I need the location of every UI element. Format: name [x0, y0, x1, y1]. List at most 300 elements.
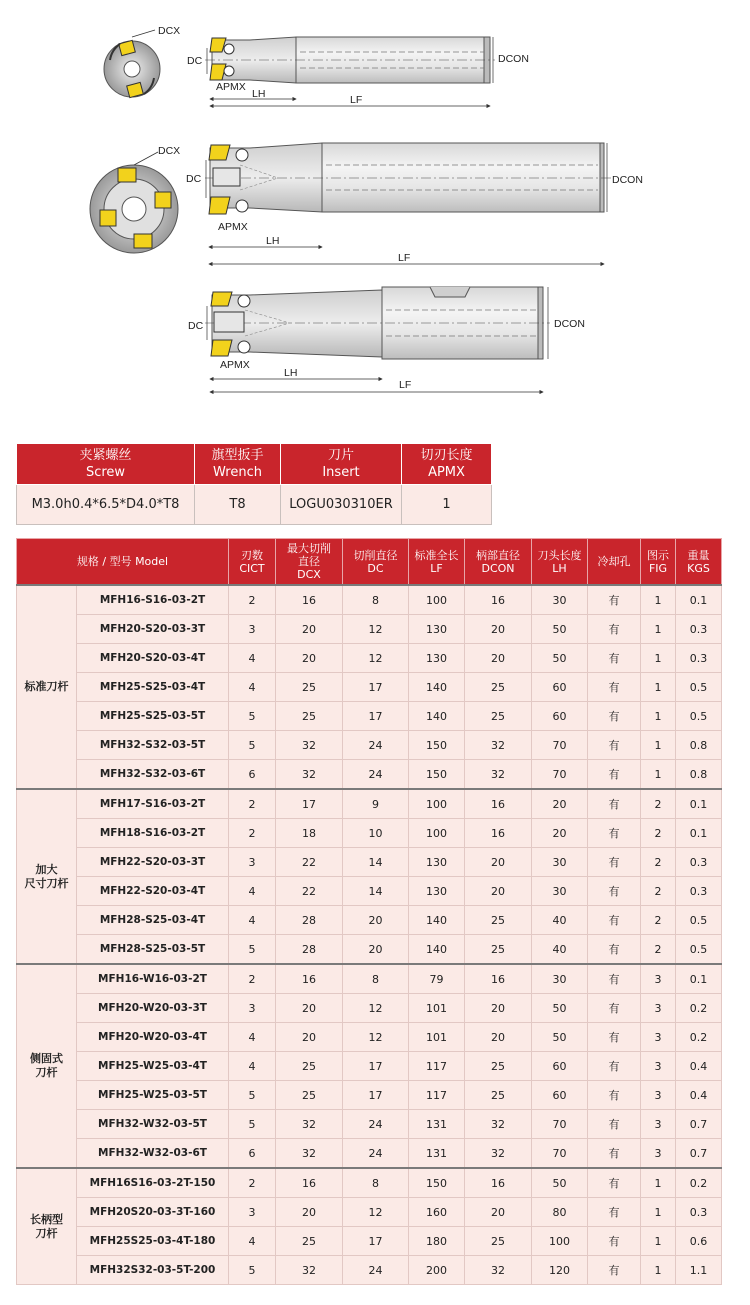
cell-kgs: 0.3	[676, 615, 722, 644]
cell-dc: 17	[343, 1081, 409, 1110]
fig2-side-view	[205, 143, 612, 214]
cell-model: MFH16-S16-03-2T	[77, 585, 229, 615]
fig1-lf-label: LF	[350, 94, 363, 106]
table-row	[17, 1139, 722, 1169]
cell-model: MFH32-W32-03-6T	[77, 1139, 229, 1169]
spec-header-wrench: 旗型扳手 Wrench	[195, 444, 281, 485]
cell-fig: 2	[641, 877, 676, 906]
cell-dc: 24	[343, 731, 409, 760]
cell-lf: 131	[409, 1110, 465, 1139]
fig1-end-view	[104, 30, 160, 98]
cell-fig: 1	[641, 1168, 676, 1198]
cell-fig: 3	[641, 1081, 676, 1110]
cell-cict: 3	[229, 615, 276, 644]
table-row	[17, 731, 722, 760]
cell-cict: 2	[229, 964, 276, 994]
header-cict-line1: 刃数	[241, 548, 263, 562]
cell-cict: 5	[229, 1256, 276, 1285]
cell-dcon: 25	[465, 1227, 532, 1256]
cell-dc: 12	[343, 644, 409, 673]
cell-kgs: 0.5	[676, 673, 722, 702]
table-row	[17, 760, 722, 790]
cell-dcon: 16	[465, 585, 532, 615]
cell-kgs: 0.8	[676, 731, 722, 760]
fig2-end-view	[90, 152, 178, 253]
fig2-lf-label: LF	[398, 252, 411, 264]
cell-kgs: 0.1	[676, 789, 722, 819]
cell-kgs: 0.3	[676, 1198, 722, 1227]
cell-dcon: 25	[465, 935, 532, 965]
cell-lf: 117	[409, 1052, 465, 1081]
cell-model: MFH17-S16-03-2T	[77, 789, 229, 819]
cell-lh: 100	[532, 1227, 588, 1256]
cell-dc: 8	[343, 585, 409, 615]
cell-coolant: 有	[588, 848, 641, 877]
header-cict	[229, 539, 276, 586]
spec-apmx-value: 1	[402, 485, 492, 525]
cell-kgs: 1.1	[676, 1256, 722, 1285]
cell-model: MFH20-W20-03-4T	[77, 1023, 229, 1052]
cell-cict: 5	[229, 1110, 276, 1139]
cell-dc: 9	[343, 789, 409, 819]
cell-model: MFH18-S16-03-2T	[77, 819, 229, 848]
cell-cict: 3	[229, 1198, 276, 1227]
cell-fig: 1	[641, 585, 676, 615]
cell-model: MFH20-S20-03-4T	[77, 644, 229, 673]
table-row	[17, 1168, 722, 1198]
header-dcx-line3: DCX	[297, 568, 321, 581]
cell-dcon: 16	[465, 1168, 532, 1198]
table-row	[17, 585, 722, 615]
cell-kgs: 0.5	[676, 935, 722, 965]
spec-header-apmx: 切刃长度 APMX	[402, 444, 492, 485]
header-dcx-line2: 直径	[298, 555, 320, 568]
header-dcon	[465, 539, 532, 586]
cell-coolant: 有	[588, 935, 641, 965]
table-row	[17, 1052, 722, 1081]
header-lf-line2: LF	[430, 561, 443, 575]
accessory-spec-table	[16, 443, 492, 525]
cell-coolant: 有	[588, 964, 641, 994]
cell-dcon: 25	[465, 1052, 532, 1081]
cell-dcx: 32	[276, 1139, 343, 1169]
cell-dc: 8	[343, 1168, 409, 1198]
header-dcx-line1: 最大切削	[287, 542, 331, 555]
cell-cict: 4	[229, 877, 276, 906]
cell-dcx: 16	[276, 1168, 343, 1198]
cell-cict: 4	[229, 1227, 276, 1256]
cell-dc: 17	[343, 702, 409, 731]
spec-screw-value: M3.0h0.4*6.5*D4.0*T8	[17, 485, 195, 525]
cell-dcx: 28	[276, 906, 343, 935]
cell-coolant: 有	[588, 1227, 641, 1256]
fig3-dcon-label: DCON	[554, 318, 585, 330]
cell-kgs: 0.7	[676, 1110, 722, 1139]
cell-model: MFH20S20-03-3T-160	[77, 1198, 229, 1227]
cell-dcx: 25	[276, 673, 343, 702]
header-lf-line1: 标准全长	[414, 548, 459, 562]
fig1-side-view	[205, 37, 495, 83]
header-dcon-line2: DCON	[481, 561, 515, 575]
cell-dc: 20	[343, 906, 409, 935]
cell-dcx: 32	[276, 1256, 343, 1285]
cell-fig: 1	[641, 615, 676, 644]
cell-model: MFH32-S32-03-6T	[77, 760, 229, 790]
cell-fig: 2	[641, 789, 676, 819]
cell-lh: 20	[532, 789, 588, 819]
header-dc-line2: DC	[367, 561, 384, 575]
cell-cict: 4	[229, 644, 276, 673]
cell-lf: 140	[409, 906, 465, 935]
cell-cict: 2	[229, 585, 276, 615]
cell-dcx: 25	[276, 1081, 343, 1110]
cell-dcx: 22	[276, 877, 343, 906]
cell-lh: 60	[532, 1081, 588, 1110]
cell-fig: 1	[641, 1198, 676, 1227]
cell-dc: 12	[343, 615, 409, 644]
cell-dcx: 16	[276, 964, 343, 994]
fig2-lh-label: LH	[266, 235, 280, 247]
cell-lh: 50	[532, 644, 588, 673]
table-row	[17, 994, 722, 1023]
cell-lh: 30	[532, 585, 588, 615]
cell-lh: 50	[532, 1168, 588, 1198]
cell-dcon: 32	[465, 1256, 532, 1285]
cell-lf: 140	[409, 935, 465, 965]
cell-lf: 200	[409, 1256, 465, 1285]
table-row	[17, 1256, 722, 1285]
cell-dcx: 20	[276, 994, 343, 1023]
fig3-dc-label: DC	[188, 320, 204, 332]
cell-dcon: 32	[465, 760, 532, 790]
fig1-lh-label: LH	[252, 88, 266, 100]
cell-model: MFH16-W16-03-2T	[77, 964, 229, 994]
cell-kgs: 0.7	[676, 1139, 722, 1169]
cell-lh: 60	[532, 702, 588, 731]
cell-coolant: 有	[588, 615, 641, 644]
cell-cict: 6	[229, 1139, 276, 1169]
cell-coolant: 有	[588, 819, 641, 848]
cell-fig: 3	[641, 994, 676, 1023]
cell-lf: 130	[409, 877, 465, 906]
cell-dc: 10	[343, 819, 409, 848]
cell-cict: 4	[229, 673, 276, 702]
group-label: 标准刀杆	[17, 585, 77, 789]
spec-header-screw: 夹紧螺丝 Screw	[17, 444, 195, 485]
cell-fig: 1	[641, 702, 676, 731]
cell-lh: 30	[532, 848, 588, 877]
cell-coolant: 有	[588, 1081, 641, 1110]
cell-fig: 1	[641, 673, 676, 702]
cell-lf: 130	[409, 615, 465, 644]
fig2-dcon-label: DCON	[612, 174, 643, 186]
cell-cict: 5	[229, 1081, 276, 1110]
cell-dc: 17	[343, 1227, 409, 1256]
cell-lh: 40	[532, 906, 588, 935]
cell-fig: 2	[641, 848, 676, 877]
cell-dc: 14	[343, 877, 409, 906]
cell-fig: 3	[641, 1052, 676, 1081]
fig1-dcon-label: DCON	[498, 53, 529, 65]
cell-dcon: 20	[465, 644, 532, 673]
header-kgs	[676, 539, 722, 586]
cell-dcon: 25	[465, 702, 532, 731]
cell-coolant: 有	[588, 1139, 641, 1169]
fig1-dc-label: DC	[187, 55, 203, 67]
cell-dcon: 20	[465, 1023, 532, 1052]
cell-lh: 120	[532, 1256, 588, 1285]
cell-lh: 20	[532, 819, 588, 848]
header-fig-line1: 图示	[647, 548, 669, 562]
cell-coolant: 有	[588, 1198, 641, 1227]
cell-lh: 50	[532, 615, 588, 644]
cell-model: MFH20-S20-03-3T	[77, 615, 229, 644]
cell-model: MFH25S25-03-4T-180	[77, 1227, 229, 1256]
cell-dcx: 32	[276, 731, 343, 760]
cell-dcon: 20	[465, 848, 532, 877]
cell-kgs: 0.4	[676, 1052, 722, 1081]
table-row	[17, 906, 722, 935]
cell-dcon: 16	[465, 964, 532, 994]
table-row	[17, 644, 722, 673]
cell-lf: 100	[409, 819, 465, 848]
cell-kgs: 0.3	[676, 848, 722, 877]
cell-coolant: 有	[588, 1168, 641, 1198]
cell-kgs: 0.5	[676, 702, 722, 731]
cell-dcon: 20	[465, 877, 532, 906]
cell-dc: 14	[343, 848, 409, 877]
group-label: 侧固式 刀杆	[17, 964, 77, 1168]
cell-coolant: 有	[588, 877, 641, 906]
cell-model: MFH32-W32-03-5T	[77, 1110, 229, 1139]
fig1-dcx-label: DCX	[158, 25, 181, 37]
cell-model: MFH28-S25-03-5T	[77, 935, 229, 965]
cell-coolant: 有	[588, 1052, 641, 1081]
cell-cict: 5	[229, 731, 276, 760]
cell-fig: 1	[641, 760, 676, 790]
cell-dc: 24	[343, 1110, 409, 1139]
header-model	[17, 539, 229, 586]
table-row	[17, 702, 722, 731]
table-row	[17, 1110, 722, 1139]
cell-dc: 24	[343, 1139, 409, 1169]
cell-model: MFH16S16-03-2T-150	[77, 1168, 229, 1198]
fig1-apmx-label: APMX	[216, 81, 246, 93]
cell-lf: 150	[409, 731, 465, 760]
cell-dcx: 20	[276, 615, 343, 644]
cell-kgs: 0.2	[676, 1168, 722, 1198]
header-dcx	[276, 539, 343, 586]
header-cict-line2: CICT	[239, 561, 265, 575]
table-row	[17, 848, 722, 877]
cell-coolant: 有	[588, 673, 641, 702]
cell-dc: 17	[343, 673, 409, 702]
cell-lf: 160	[409, 1198, 465, 1227]
cell-cict: 5	[229, 935, 276, 965]
header-coolant	[588, 539, 641, 586]
cell-coolant: 有	[588, 760, 641, 790]
cell-cict: 4	[229, 1023, 276, 1052]
cell-dcon: 16	[465, 819, 532, 848]
cell-kgs: 0.3	[676, 644, 722, 673]
cell-lh: 60	[532, 673, 588, 702]
header-lh	[532, 539, 588, 586]
cell-lh: 70	[532, 731, 588, 760]
cell-lf: 130	[409, 848, 465, 877]
cell-dc: 12	[343, 1198, 409, 1227]
cell-coolant: 有	[588, 702, 641, 731]
cell-lh: 70	[532, 1139, 588, 1169]
cell-lf: 130	[409, 644, 465, 673]
cell-lh: 50	[532, 1023, 588, 1052]
cell-lf: 180	[409, 1227, 465, 1256]
cell-lf: 100	[409, 789, 465, 819]
table-row	[17, 789, 722, 819]
cell-fig: 1	[641, 731, 676, 760]
cell-coolant: 有	[588, 644, 641, 673]
header-coolant-line1: 冷却孔	[597, 555, 631, 568]
cell-coolant: 有	[588, 906, 641, 935]
cell-dcon: 20	[465, 1198, 532, 1227]
spec-insert-value: LOGU030310ER	[281, 485, 402, 525]
cell-model: MFH22-S20-03-4T	[77, 877, 229, 906]
fig3-lf-label: LF	[399, 379, 412, 391]
table-row	[17, 935, 722, 965]
cell-model: MFH25-S25-03-5T	[77, 702, 229, 731]
cell-coolant: 有	[588, 1256, 641, 1285]
cell-dcx: 25	[276, 702, 343, 731]
cell-cict: 2	[229, 789, 276, 819]
cell-cict: 2	[229, 819, 276, 848]
cell-dcx: 17	[276, 789, 343, 819]
cell-fig: 2	[641, 819, 676, 848]
cell-kgs: 0.1	[676, 585, 722, 615]
header-kgs-line1: 重量	[687, 548, 710, 562]
table-row	[17, 673, 722, 702]
cell-lf: 131	[409, 1139, 465, 1169]
cell-kgs: 0.4	[676, 1081, 722, 1110]
cell-cict: 4	[229, 906, 276, 935]
table-row	[17, 819, 722, 848]
cell-dcon: 20	[465, 994, 532, 1023]
cell-model: MFH25-W25-03-4T	[77, 1052, 229, 1081]
table-row	[17, 1227, 722, 1256]
group-label: 长柄型 刀杆	[17, 1168, 77, 1285]
cell-cict: 6	[229, 760, 276, 790]
table-row	[17, 615, 722, 644]
cell-coolant: 有	[588, 731, 641, 760]
header-model-line1: 规格 / 型号 Model	[76, 555, 169, 568]
cell-dc: 24	[343, 1256, 409, 1285]
cell-model: MFH20-W20-03-3T	[77, 994, 229, 1023]
cell-fig: 1	[641, 1256, 676, 1285]
group-label: 加大 尺寸刀杆	[17, 789, 77, 964]
cell-cict: 3	[229, 994, 276, 1023]
spec-header-row	[17, 444, 492, 485]
header-dc-line1: 切削直径	[353, 548, 398, 562]
cell-dcon: 25	[465, 906, 532, 935]
cell-lh: 50	[532, 994, 588, 1023]
fig2-dc-label: DC	[186, 173, 202, 185]
spec-header-insert: 刀片 Insert	[281, 444, 402, 485]
cell-lh: 30	[532, 964, 588, 994]
cell-kgs: 0.2	[676, 1023, 722, 1052]
cell-lf: 150	[409, 1168, 465, 1198]
header-fig	[641, 539, 676, 586]
cell-lf: 101	[409, 994, 465, 1023]
cell-lh: 80	[532, 1198, 588, 1227]
cell-kgs: 0.6	[676, 1227, 722, 1256]
cell-fig: 2	[641, 935, 676, 965]
fig2-dcx-label: DCX	[158, 145, 181, 157]
cell-dcon: 16	[465, 789, 532, 819]
cell-coolant: 有	[588, 1110, 641, 1139]
cell-dc: 12	[343, 994, 409, 1023]
cell-dcon: 32	[465, 1139, 532, 1169]
cell-kgs: 0.8	[676, 760, 722, 790]
cell-lf: 117	[409, 1081, 465, 1110]
cell-dc: 8	[343, 964, 409, 994]
cell-dcon: 20	[465, 615, 532, 644]
cell-lh: 70	[532, 760, 588, 790]
cell-coolant: 有	[588, 994, 641, 1023]
cell-dcx: 18	[276, 819, 343, 848]
main-header-row	[17, 539, 722, 586]
cell-dcon: 25	[465, 1081, 532, 1110]
technical-drawings	[0, 0, 750, 440]
header-lf	[409, 539, 465, 586]
cell-cict: 2	[229, 1168, 276, 1198]
cell-dc: 12	[343, 1023, 409, 1052]
cell-dc: 20	[343, 935, 409, 965]
cell-dcx: 25	[276, 1052, 343, 1081]
cell-fig: 3	[641, 1110, 676, 1139]
cell-dcon: 32	[465, 1110, 532, 1139]
cell-lf: 150	[409, 760, 465, 790]
cell-kgs: 0.5	[676, 906, 722, 935]
cell-coolant: 有	[588, 1023, 641, 1052]
cell-lf: 79	[409, 964, 465, 994]
cell-model: MFH22-S20-03-3T	[77, 848, 229, 877]
fig2-apmx-label: APMX	[218, 221, 248, 233]
cell-kgs: 0.3	[676, 877, 722, 906]
cell-kgs: 0.1	[676, 964, 722, 994]
cell-dcx: 28	[276, 935, 343, 965]
model-spec-table	[16, 538, 722, 1285]
cell-model: MFH32-S32-03-5T	[77, 731, 229, 760]
spec-wrench-value: T8	[195, 485, 281, 525]
cell-fig: 3	[641, 1023, 676, 1052]
cell-dcon: 32	[465, 731, 532, 760]
table-row	[17, 1023, 722, 1052]
cell-dc: 17	[343, 1052, 409, 1081]
cell-lh: 70	[532, 1110, 588, 1139]
cell-fig: 3	[641, 1139, 676, 1169]
cell-lf: 100	[409, 585, 465, 615]
cell-dcx: 20	[276, 1198, 343, 1227]
header-dc	[343, 539, 409, 586]
header-dcon-line1: 柄部直径	[476, 548, 520, 562]
cell-model: MFH25-W25-03-5T	[77, 1081, 229, 1110]
fig3-side-view	[205, 287, 550, 359]
cell-dcx: 32	[276, 760, 343, 790]
cell-dcx: 32	[276, 1110, 343, 1139]
table-row	[17, 877, 722, 906]
cell-model: MFH28-S25-03-4T	[77, 906, 229, 935]
fig3-lh-label: LH	[284, 367, 298, 379]
cell-model: MFH32S32-03-5T-200	[77, 1256, 229, 1285]
cell-dcx: 25	[276, 1227, 343, 1256]
